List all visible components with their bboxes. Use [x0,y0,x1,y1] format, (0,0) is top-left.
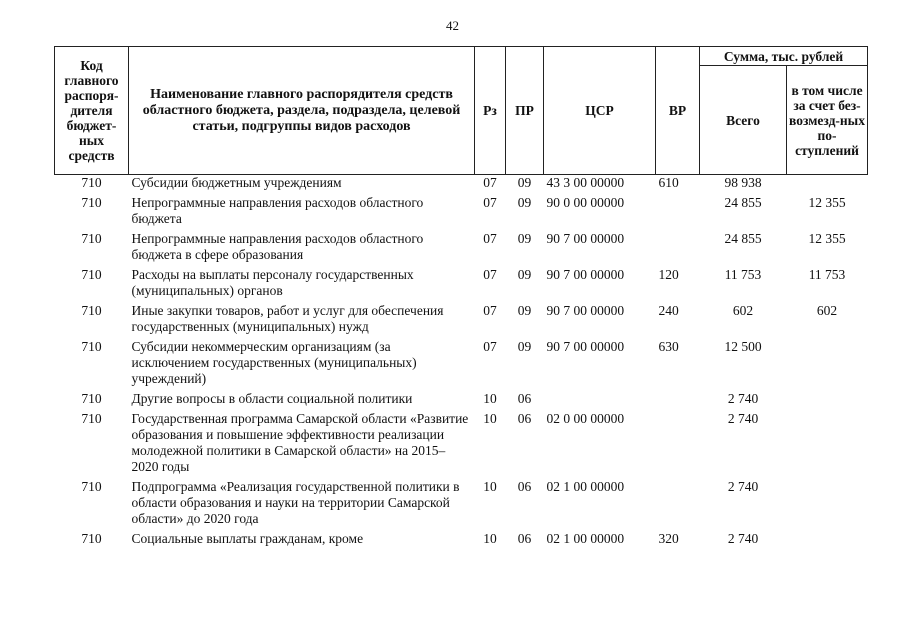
cell-name: Субсидии некоммерческим организациям (за исключением государственных (муниципальных) учреждений) [131,339,417,386]
cell-grants: 602 [816,303,838,318]
cell-csr: 90 7 00 00000 [546,231,625,246]
cell-pr: 09 [517,339,532,354]
cell-name: Иные закупки товаров, работ и услуг для обеспечения государственных (муниципальных) нужд [131,303,444,334]
cell-vr [656,390,700,410]
cell-pr: 06 [517,391,532,406]
cell-rz: 10 [483,411,497,426]
cell-code: 710 [81,231,102,246]
cell-rz: 07 [483,175,497,190]
cell-code: 710 [81,195,102,210]
cell-code: 710 [81,391,102,406]
table-row [55,410,868,478]
cell-grants: 12 355 [808,231,846,246]
cell-pr: 09 [517,303,532,318]
cell-name: Расходы на выплаты персоналу государственных (муниципальных) органов [131,267,414,298]
cell-grants [787,410,868,478]
cell-grants: 12 355 [808,195,846,210]
cell-name: Субсидии бюджетным учреждениям [131,175,342,190]
cell-total: 2 740 [727,531,759,546]
table-body [55,175,868,551]
cell-name: Социальные выплаты гражданам, кроме [131,531,364,546]
cell-code: 710 [81,175,102,190]
cell-rz: 10 [483,531,497,546]
table-row [55,478,868,530]
cell-total: 12 500 [724,339,762,354]
header-grants: в том числе за счет без-возмезд-ных по-ступлений [787,66,868,175]
table-row [55,175,868,195]
cell-total: 24 855 [724,231,762,246]
header-code: Код главного распоря-дителя бюджет-ных средств [55,47,129,175]
table-header [55,47,868,175]
cell-pr: 06 [517,531,532,546]
cell-rz: 10 [483,391,497,406]
table-row [55,266,868,302]
cell-csr: 90 7 00 00000 [546,339,625,354]
cell-name: Непрограммные направления расходов областного бюджета [131,195,424,226]
cell-csr: 02 1 00 00000 [546,479,625,494]
cell-csr: 02 1 00 00000 [546,531,625,546]
cell-grants: 11 753 [808,267,846,282]
cell-name: Подпрограмма «Реализация государственной политики в области образования и науки на территории Самарской области» до 2020 года [131,479,460,526]
header-rz: Рз [475,47,506,175]
cell-pr: 09 [517,267,532,282]
cell-pr: 09 [517,175,532,190]
cell-grants [787,478,868,530]
cell-total: 98 938 [724,175,762,190]
cell-name: Непрограммные направления расходов областного бюджета в сфере образования [131,231,424,262]
cell-csr: 90 7 00 00000 [546,303,625,318]
cell-rz: 10 [483,479,497,494]
cell-code: 710 [81,531,102,546]
cell-code: 710 [81,267,102,282]
table-row [55,390,868,410]
cell-vr: 120 [658,267,679,282]
cell-total: 11 753 [724,267,762,282]
cell-pr: 06 [517,479,532,494]
cell-vr: 610 [658,175,679,190]
cell-vr [656,410,700,478]
cell-total: 2 740 [727,479,759,494]
table-row [55,302,868,338]
cell-total: 602 [732,303,754,318]
cell-rz: 07 [483,303,497,318]
cell-vr [656,194,700,230]
cell-vr [656,230,700,266]
cell-grants [787,530,868,550]
cell-name: Другие вопросы в области социальной политики [131,391,413,406]
header-total: Всего [700,66,787,175]
header-pr: ПР [506,47,544,175]
cell-csr: 43 3 00 00000 [546,175,625,190]
cell-grants [787,175,868,195]
cell-pr: 09 [517,231,532,246]
cell-code: 710 [81,411,102,426]
cell-total: 2 740 [727,391,759,406]
cell-total: 24 855 [724,195,762,210]
cell-rz: 07 [483,231,497,246]
cell-vr: 320 [658,531,679,546]
table-row [55,194,868,230]
cell-csr [544,390,656,410]
header-sum: Сумма, тыс. рублей [700,47,868,66]
cell-code: 710 [81,339,102,354]
cell-csr: 02 0 00 00000 [546,411,625,426]
cell-vr: 240 [658,303,679,318]
table-row [55,230,868,266]
budget-table [54,46,868,550]
cell-vr [656,478,700,530]
cell-csr: 90 7 00 00000 [546,267,625,282]
cell-grants [787,338,868,390]
header-name: Наименование главного распорядителя средств областного бюджета, раздела, подраздела, целевой статьи, подгруппы видов расходов [129,47,475,175]
table-row [55,338,868,390]
cell-pr: 06 [517,411,532,426]
cell-vr: 630 [658,339,679,354]
cell-total: 2 740 [727,411,759,426]
cell-rz: 07 [483,339,497,354]
header-csr: ЦСР [544,47,656,175]
cell-grants [787,390,868,410]
cell-rz: 07 [483,195,497,210]
cell-rz: 07 [483,267,497,282]
header-vr: ВР [656,47,700,175]
cell-csr: 90 0 00 00000 [546,195,625,210]
table-row [55,530,868,550]
cell-name: Государственная программа Самарской области «Развитие образования и повышение эффективности реализации молодежной политики в Самарской области» на 2015–2020 годы [131,411,469,474]
page-number: 42 [446,18,459,33]
cell-code: 710 [81,479,102,494]
cell-code: 710 [81,303,102,318]
cell-pr: 09 [517,195,532,210]
